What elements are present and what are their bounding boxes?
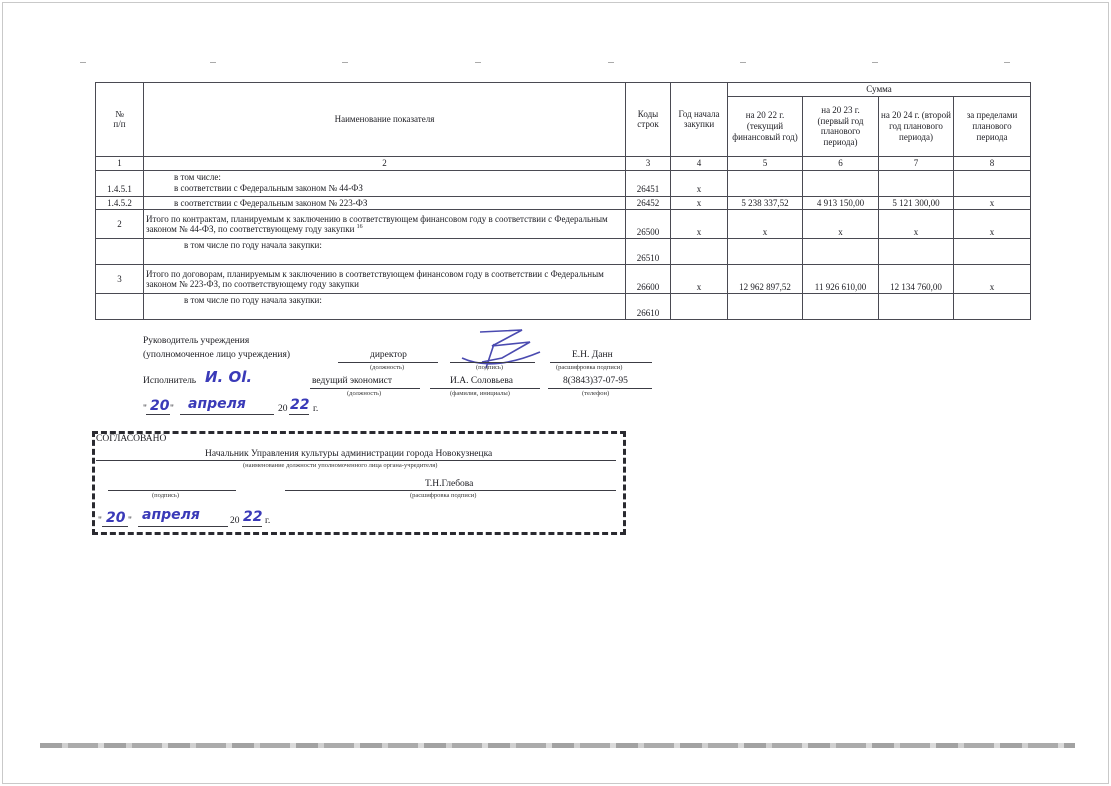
- header-row: [96, 83, 1031, 97]
- colnum: 7: [879, 156, 954, 170]
- header-col7: на 20 24 г. (второй год планового периода): [879, 96, 954, 156]
- date-month-line: [180, 414, 274, 415]
- row-num: 3: [96, 265, 144, 294]
- name-line: [550, 362, 652, 363]
- colnum: 2: [144, 156, 626, 170]
- exec-position-line: [310, 388, 420, 389]
- header-sum: Сумма: [728, 83, 1031, 97]
- agreed-position-line: [96, 460, 616, 461]
- agreed-date-day: 20: [106, 510, 126, 526]
- scan-bottom-artifact: [40, 743, 1075, 748]
- agreed-date-prefix: 20: [230, 516, 240, 526]
- header-year: Год начала закупки: [671, 83, 728, 157]
- row-name: [144, 210, 626, 239]
- row-c8: x: [954, 196, 1031, 210]
- row-code: 26500: [626, 210, 671, 239]
- row-code: 26451: [626, 170, 671, 196]
- row-name-line2: в соответствии с Федеральным законом № 44-ФЗ: [174, 183, 363, 194]
- decode-caption: (расшифровка подписи): [556, 364, 623, 371]
- date-year-line: [289, 414, 309, 415]
- agreed-name-line: [285, 490, 616, 491]
- row-c5: 12 962 897,52: [728, 265, 803, 294]
- row-c5: 5 238 337,52: [728, 196, 803, 210]
- colnum: 1: [96, 156, 144, 170]
- row-code: 26600: [626, 265, 671, 294]
- date-open-quote: ": [143, 404, 147, 414]
- row-year: x: [671, 210, 728, 239]
- date-day-line: [146, 414, 170, 415]
- agreed-date-year: 22: [243, 509, 263, 525]
- row-code: 26610: [626, 294, 671, 320]
- exec-position: ведущий экономист: [312, 376, 393, 386]
- colnum: 4: [671, 156, 728, 170]
- date-close-quote: ": [170, 404, 174, 414]
- agreed-decode-caption: (расшифровка подписи): [410, 492, 477, 499]
- agreed-date-month: апреля: [142, 507, 200, 523]
- colnum: 6: [803, 156, 879, 170]
- row-name: Итого по договорам, планируемым к заключению в соответствующем финансовом году в соответствии с Федеральным законом № 223-ФЗ, по соответствующему году закупки: [144, 265, 626, 294]
- agreed-date-month-line: [138, 526, 228, 527]
- header-codes: Коды строк: [626, 83, 671, 157]
- table-row: [96, 294, 1031, 320]
- head-name: Е.Н. Данн: [572, 350, 613, 360]
- row-code: 26510: [626, 239, 671, 265]
- row-c6: 4 913 150,00: [803, 196, 879, 210]
- header-num: № п/п: [96, 83, 144, 157]
- column-numbers-row: [96, 156, 1031, 170]
- agreed-signature-caption: (подпись): [152, 492, 179, 499]
- row-num: 1.4.5.2: [96, 196, 144, 210]
- exec-position-caption: (должность): [347, 390, 382, 397]
- exec-phone: 8(3843)37-07-95: [563, 376, 628, 386]
- date-suffix: г.: [313, 404, 319, 414]
- head-label2: (уполномоченное лицо учреждения): [143, 350, 290, 360]
- agreed-position-caption: (наименование должности уполномоченного лица органа-учредителя): [243, 462, 438, 469]
- footnote-mark: 16: [356, 224, 363, 231]
- row-c6: 11 926 610,00: [803, 265, 879, 294]
- row-name-line1: в том числе:: [174, 172, 221, 183]
- table-row: [96, 265, 1031, 294]
- colnum: 3: [626, 156, 671, 170]
- agreed-date-suffix: г.: [265, 516, 271, 526]
- executor-label: Исполнитель: [143, 376, 197, 386]
- row-name: в том числе по году начала закупки:: [144, 239, 626, 265]
- header-name: Наименование показателя: [144, 83, 626, 157]
- position-line: [338, 362, 438, 363]
- table-row: [96, 170, 1031, 196]
- table-row: [96, 239, 1031, 265]
- head-label1: Руководитель учреждения: [143, 336, 250, 346]
- agreed-title: СОГЛАСОВАНО: [96, 434, 167, 444]
- date-month: апреля: [188, 396, 246, 412]
- colnum: 5: [728, 156, 803, 170]
- table-row: [96, 196, 1031, 210]
- row-c7: x: [879, 210, 954, 239]
- row-year: x: [671, 196, 728, 210]
- row-year: x: [671, 265, 728, 294]
- colnum: 8: [954, 156, 1031, 170]
- row-name: [144, 170, 626, 196]
- table-row: [96, 210, 1031, 239]
- row-num: 2: [96, 210, 144, 239]
- agreed-name: Т.Н.Глебова: [425, 479, 474, 489]
- header-col5: на 20 22 г. (текущий финансовый год): [728, 96, 803, 156]
- date-prefix: 20: [278, 404, 288, 414]
- row-c5: x: [728, 210, 803, 239]
- row-code: 26452: [626, 196, 671, 210]
- header-col8: за пределами планового периода: [954, 96, 1031, 156]
- executor-signature: И. Ol.: [205, 368, 253, 386]
- exec-name: И.А. Соловьева: [450, 376, 513, 386]
- phone-caption: (телефон): [582, 390, 610, 397]
- row-c8: x: [954, 210, 1031, 239]
- header-col6: на 20 23 г. (первый год планового периода): [803, 96, 879, 156]
- exec-name-line: [430, 388, 540, 389]
- agreed-date-day-line: [102, 526, 128, 527]
- signature-line: [450, 362, 535, 363]
- row-num: 1.4.5.1: [96, 170, 144, 196]
- agreed-position: Начальник Управления культуры администрации города Новокузнецка: [205, 449, 493, 459]
- signature-caption: (подпись): [476, 364, 503, 371]
- agreed-date-open-quote: ": [98, 516, 102, 526]
- row-c7: 12 134 760,00: [879, 265, 954, 294]
- date-day: 20: [150, 398, 170, 414]
- agreed-date-year-line: [242, 526, 262, 527]
- plan-table: [95, 82, 1031, 320]
- row-name: в соответствии с Федеральным законом № 223-ФЗ: [144, 196, 626, 210]
- row-c7: 5 121 300,00: [879, 196, 954, 210]
- row-c8: x: [954, 265, 1031, 294]
- agreed-signature-line: [108, 490, 236, 491]
- row-name: в том числе по году начала закупки:: [144, 294, 626, 320]
- row-c6: x: [803, 210, 879, 239]
- date-year: 22: [290, 397, 310, 413]
- agreed-date-close-quote: ": [128, 516, 132, 526]
- row-year: x: [671, 170, 728, 196]
- exec-name-caption: (фамилия, инициалы): [450, 390, 510, 397]
- position-caption: (должность): [370, 364, 405, 371]
- head-position: директор: [370, 350, 407, 360]
- exec-phone-line: [548, 388, 652, 389]
- row-name-text: Итого по контрактам, планируемым к заключению в соответствующем финансовом году в соответствии с Федеральным законом № 44-ФЗ, по соответствующему году закупки: [146, 213, 608, 235]
